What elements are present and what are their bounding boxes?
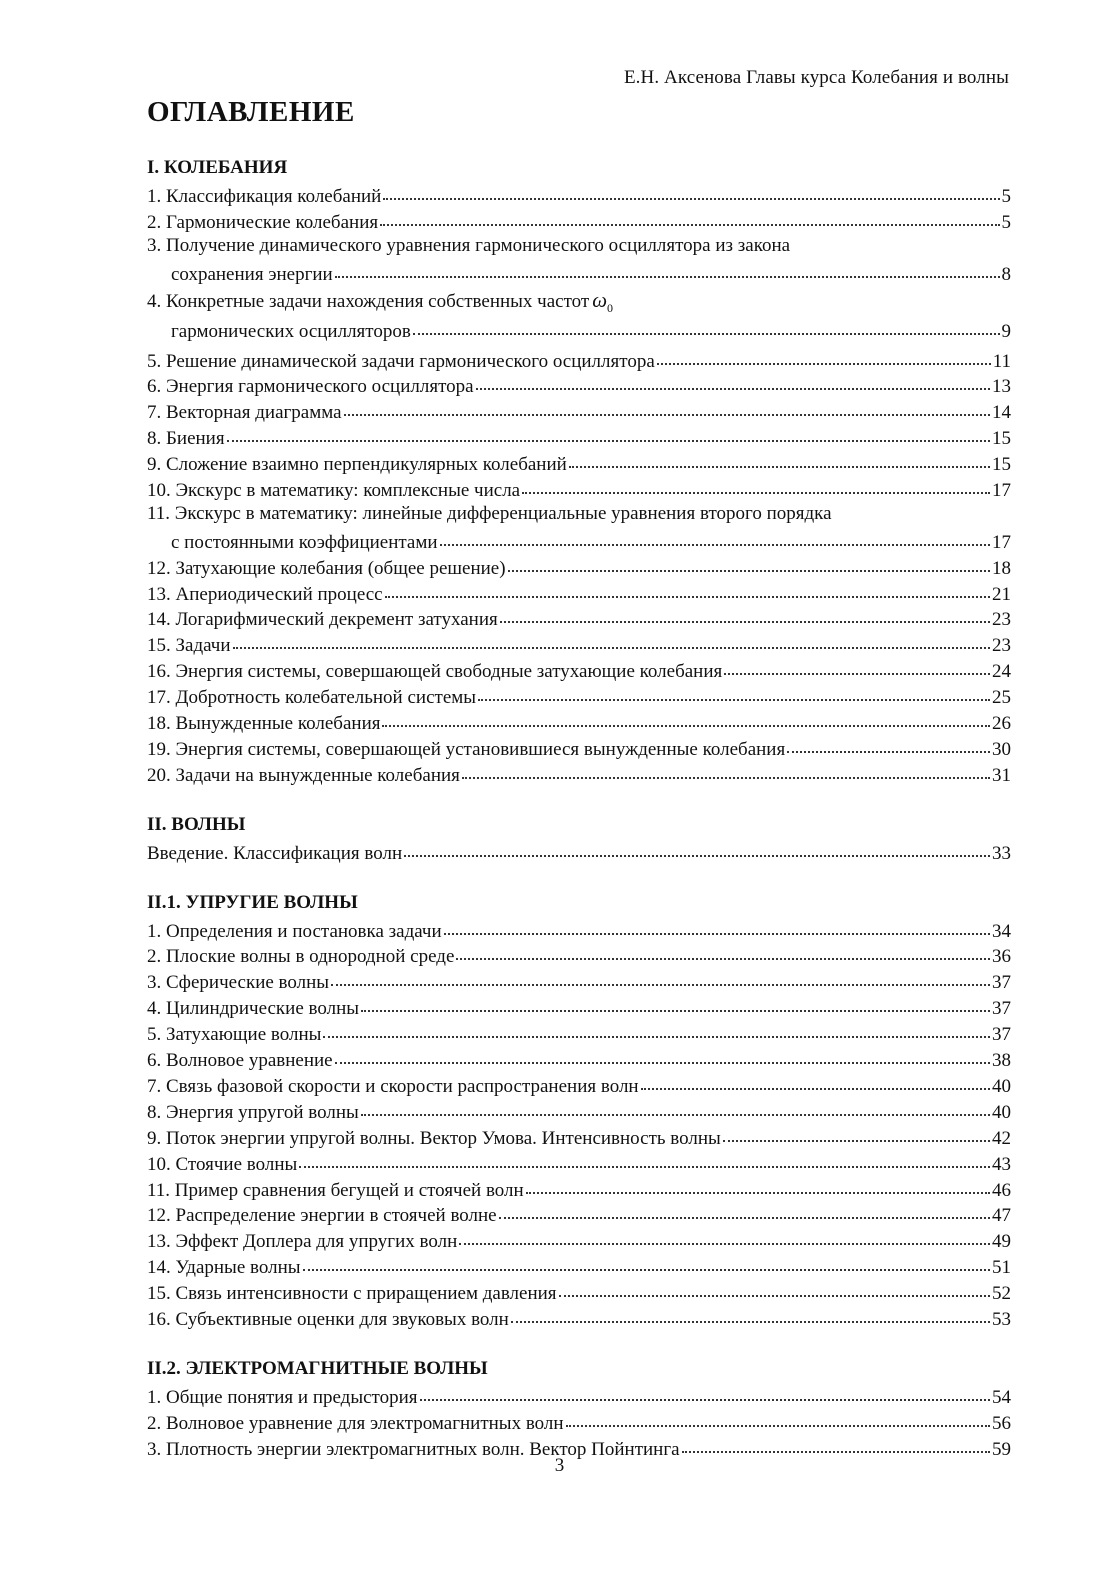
toc-entry-line xyxy=(147,1123,1011,1149)
toc-entry-page: 23 xyxy=(992,609,1011,631)
dot-leader xyxy=(335,1043,990,1064)
toc-entry-page: 21 xyxy=(992,583,1011,605)
dot-leader xyxy=(413,314,1000,335)
section-heading: II. ВОЛНЫ xyxy=(147,813,246,835)
toc-entry[interactable] xyxy=(147,708,1011,734)
toc-entry-page: 31 xyxy=(992,764,1011,786)
toc-entry-line xyxy=(147,1149,1011,1175)
toc-entry[interactable] xyxy=(147,423,1011,449)
toc-entry[interactable] xyxy=(147,734,1011,760)
toc-entry-title: 14. Логарифмический декремент затухания xyxy=(147,609,498,631)
toc-entry-first-line xyxy=(147,501,1011,527)
toc-entry-page: 36 xyxy=(992,946,1011,968)
toc-entry-page: 26 xyxy=(992,713,1011,735)
toc-entry-title: 10. Экскурс в математику: комплексные числа xyxy=(147,480,521,502)
dot-leader xyxy=(724,654,990,675)
dot-leader xyxy=(657,344,991,365)
toc-entry-page: 49 xyxy=(992,1231,1011,1253)
toc-entry-title: 8. Энергия упругой волны xyxy=(147,1101,359,1123)
toc-entry-page: 15 xyxy=(992,428,1011,450)
toc-entry-line xyxy=(147,475,1011,501)
dot-leader xyxy=(344,395,990,416)
toc-entry-line xyxy=(147,527,1011,553)
toc-entry-page: 37 xyxy=(992,972,1011,994)
toc-entry[interactable] xyxy=(147,1045,1011,1071)
toc-section xyxy=(147,1355,1011,1460)
dot-leader xyxy=(526,1173,990,1194)
toc-entry-line xyxy=(147,1226,1011,1252)
toc-entry-line xyxy=(147,1278,1011,1304)
dot-leader xyxy=(478,680,990,701)
dot-leader xyxy=(787,732,990,753)
toc-entry[interactable] xyxy=(147,1226,1011,1252)
toc-entry-line xyxy=(147,656,1011,682)
dot-leader xyxy=(459,1224,990,1245)
toc-entry-line xyxy=(147,1071,1011,1097)
toc-entry-title: 2. Плоские волны в однородной среде xyxy=(147,946,455,968)
toc-entry-page: 24 xyxy=(992,661,1011,683)
toc-entry[interactable] xyxy=(147,1200,1011,1226)
toc-entry-page: 37 xyxy=(992,1024,1011,1046)
toc-entry-line xyxy=(147,916,1011,942)
toc-entry[interactable] xyxy=(147,630,1011,656)
toc-entry[interactable] xyxy=(147,1071,1011,1097)
toc-entry-continuation: с постоянными коэффициентами xyxy=(171,531,438,553)
toc-entry-line xyxy=(147,579,1011,605)
toc-entry-page: 25 xyxy=(992,687,1011,709)
toc-entry-line xyxy=(147,1019,1011,1045)
toc-entry-title: 11. Экскурс в математику: линейные дифференциальные уравнения второго порядка xyxy=(147,502,832,524)
toc-section xyxy=(147,889,1011,1330)
toc-entry-line xyxy=(147,259,1011,285)
dot-leader xyxy=(335,257,1000,278)
toc-entry-line xyxy=(147,1097,1011,1123)
toc-entry-line xyxy=(147,941,1011,967)
toc-entry[interactable] xyxy=(147,760,1011,786)
toc-entry-page: 59 xyxy=(992,1438,1011,1460)
toc-entry-page: 23 xyxy=(992,635,1011,657)
toc-entry-page: 8 xyxy=(1001,263,1011,285)
toc-entry[interactable] xyxy=(147,838,1011,864)
toc-entry-page: 51 xyxy=(992,1257,1011,1279)
toc-entry-line xyxy=(147,1200,1011,1226)
toc-entry-continuation: гармонических осцилляторов xyxy=(171,320,411,342)
toc-entry-line xyxy=(147,1252,1011,1278)
toc-entry[interactable] xyxy=(147,916,1011,942)
toc-entry[interactable] xyxy=(147,993,1011,1019)
dot-leader xyxy=(511,1302,990,1323)
toc-section xyxy=(147,811,1011,864)
toc-entry-page: 34 xyxy=(992,920,1011,942)
toc-entry-page: 13 xyxy=(992,376,1011,398)
toc-entry[interactable] xyxy=(147,346,1011,372)
toc-section xyxy=(147,154,1011,786)
toc-entry-page: 17 xyxy=(992,480,1011,502)
toc-entry-line xyxy=(147,682,1011,708)
toc-entry-page: 5 xyxy=(1001,211,1011,233)
toc-entry-page: 56 xyxy=(992,1412,1011,1434)
dot-leader xyxy=(227,421,990,442)
dot-leader xyxy=(476,369,990,390)
toc-entry-line xyxy=(147,630,1011,656)
toc-entry-title: 6. Волновое уравнение xyxy=(147,1050,333,1072)
dot-leader xyxy=(440,525,990,546)
toc-entry-title: 17. Добротность колебательной системы xyxy=(147,687,477,709)
toc-entry-title: 12. Распределение энергии в стоячей волне xyxy=(147,1205,497,1227)
dot-leader xyxy=(233,628,990,649)
dot-leader xyxy=(462,758,990,779)
toc-entry-title: 5. Затухающие волны xyxy=(147,1024,322,1046)
toc-entry-title: 9. Сложение взаимно перпендикулярных колебаний xyxy=(147,454,567,476)
dot-leader xyxy=(331,965,990,986)
dot-leader xyxy=(569,447,990,468)
toc-entry[interactable] xyxy=(147,553,1011,579)
toc-entry-title: 7. Векторная диаграмма xyxy=(147,402,342,424)
dot-leader xyxy=(682,1432,990,1453)
toc-entry-line xyxy=(147,1408,1011,1434)
dot-leader xyxy=(420,1380,991,1401)
toc-entry-line xyxy=(147,553,1011,579)
toc-entry-line xyxy=(147,708,1011,734)
toc-entry-line xyxy=(147,734,1011,760)
toc-entry-title: 4. Конкретные задачи нахождения собственных частот xyxy=(147,290,590,312)
toc-entry-page: 11 xyxy=(992,350,1011,372)
toc-entry-continuation: сохранения энергии xyxy=(171,263,333,285)
toc-entry-title: 16. Субъективные оценки для звуковых волн xyxy=(147,1308,509,1330)
toc-entry-page: 18 xyxy=(992,557,1011,579)
dot-leader xyxy=(303,1250,990,1271)
toc-entry-line xyxy=(147,604,1011,630)
toc-entry[interactable] xyxy=(147,1252,1011,1278)
toc-entry-title: 3. Сферические волны xyxy=(147,972,330,994)
toc-entry[interactable] xyxy=(147,449,1011,475)
toc-entry[interactable] xyxy=(147,1408,1011,1434)
dot-leader xyxy=(641,1069,990,1090)
toc-entry[interactable] xyxy=(147,233,1011,285)
dot-leader xyxy=(380,205,999,226)
toc-entry-first-line xyxy=(147,285,1011,316)
dot-leader xyxy=(566,1406,990,1427)
dot-leader xyxy=(723,1121,990,1142)
toc-entry-page: 38 xyxy=(992,1050,1011,1072)
toc-entry-line xyxy=(147,1045,1011,1071)
toc-entry-title: 15. Задачи xyxy=(147,635,231,657)
toc-entry-page: 17 xyxy=(992,531,1011,553)
toc-entry-page: 52 xyxy=(992,1283,1011,1305)
toc-entry-title: 1. Классификация колебаний xyxy=(147,186,382,207)
toc-entry-page: 42 xyxy=(992,1127,1011,1149)
toc-entry-title: 10. Стоячие волны xyxy=(147,1153,298,1175)
toc-entry[interactable] xyxy=(147,656,1011,682)
dot-leader xyxy=(323,1017,990,1038)
toc-entry[interactable] xyxy=(147,579,1011,605)
toc-entry-title: 9. Поток энергии упругой волны. Вектор Умова. Интенсивность волны xyxy=(147,1127,721,1149)
toc-entry-page: 47 xyxy=(992,1205,1011,1227)
toc-entry-line xyxy=(147,371,1011,397)
section-heading: II.1. УПРУГИЕ ВОЛНЫ xyxy=(147,891,358,913)
toc-entry[interactable] xyxy=(147,604,1011,630)
dot-leader xyxy=(500,602,990,623)
toc-entry-page: 30 xyxy=(992,738,1011,760)
toc-entry[interactable] xyxy=(147,501,1011,553)
toc-entry-title: 20. Задачи на вынужденные колебания xyxy=(147,764,460,786)
toc-entry-page: 53 xyxy=(992,1308,1011,1330)
toc-entry-title: 8. Биения xyxy=(147,428,225,450)
page-title: ОГЛАВЛЕНИЕ xyxy=(147,96,355,128)
table-of-contents xyxy=(147,154,1011,1460)
omega-glyph: ω xyxy=(592,287,608,312)
toc-entry[interactable] xyxy=(147,371,1011,397)
toc-entry-line xyxy=(147,181,1011,207)
toc-entry[interactable] xyxy=(147,397,1011,423)
toc-entry[interactable] xyxy=(147,967,1011,993)
toc-entry-line xyxy=(147,346,1011,372)
toc-entry-title: 5. Решение динамической задачи гармонического осциллятора xyxy=(147,350,655,372)
toc-entry-page: 40 xyxy=(992,1075,1011,1097)
dot-leader xyxy=(382,706,990,727)
toc-entry[interactable] xyxy=(147,1175,1011,1201)
toc-entry[interactable] xyxy=(147,1097,1011,1123)
dot-leader xyxy=(444,914,990,935)
toc-entry-title: 2. Гармонические колебания xyxy=(147,211,379,233)
toc-entry-title: 7. Связь фазовой скорости и скорости распространения волн xyxy=(147,1075,639,1097)
dot-leader xyxy=(361,1095,990,1116)
toc-entry-page: 9 xyxy=(1001,320,1011,342)
toc-entry-title: 11. Пример сравнения бегущей и стоячей волн xyxy=(147,1179,524,1201)
dot-leader xyxy=(559,1276,990,1297)
dot-leader xyxy=(299,1147,990,1168)
toc-entry-page: 33 xyxy=(992,842,1011,864)
toc-entry-title: 13. Эффект Доплера для упругих волн xyxy=(147,1231,458,1253)
toc-entry-title: 2. Волновое уравнение для электромагнитных волн xyxy=(147,1412,564,1434)
toc-entry[interactable] xyxy=(147,1149,1011,1175)
toc-entry[interactable] xyxy=(147,941,1011,967)
toc-entry-line xyxy=(147,207,1011,233)
omega-symbol xyxy=(592,287,614,315)
toc-entry[interactable] xyxy=(147,1019,1011,1045)
toc-entry-title: 14. Ударные волны xyxy=(147,1257,301,1279)
section-heading: II.2. ЭЛЕКТРОМАГНИТНЫЕ ВОЛНЫ xyxy=(147,1357,488,1379)
page-number: 3 xyxy=(554,1455,565,1476)
toc-entry-line xyxy=(147,967,1011,993)
toc-entry-title: 4. Цилиндрические волны xyxy=(147,998,360,1020)
dot-leader xyxy=(385,577,990,598)
toc-entry-line xyxy=(147,760,1011,786)
toc-entry-title: 3. Плотность энергии электромагнитных волн. Вектор Пойнтинга xyxy=(147,1438,680,1460)
toc-entry-line xyxy=(147,1382,1011,1408)
toc-entry[interactable] xyxy=(147,207,1011,233)
running-head: Е.Н. Аксенова Главы курса Колебания и волны xyxy=(623,67,1009,88)
toc-entry-line xyxy=(147,316,1011,346)
dot-leader xyxy=(456,939,990,960)
toc-entry-title: 15. Связь интенсивности с приращением давления xyxy=(147,1283,557,1305)
toc-entry-title: 12. Затухающие колебания (общее решение) xyxy=(147,557,506,579)
toc-entry-page: 40 xyxy=(992,1101,1011,1123)
dot-leader xyxy=(383,179,999,200)
toc-entry[interactable] xyxy=(147,181,1011,207)
toc-entry-line xyxy=(147,838,1011,864)
dot-leader xyxy=(522,473,990,494)
toc-entry-title: 1. Определения и постановка задачи xyxy=(147,920,442,942)
toc-entry[interactable] xyxy=(147,682,1011,708)
toc-entry-page: 46 xyxy=(992,1179,1011,1201)
toc-entry-first-line xyxy=(147,233,1011,259)
toc-entry-page: 54 xyxy=(992,1386,1011,1408)
toc-entry-line xyxy=(147,449,1011,475)
dot-leader xyxy=(361,991,990,1012)
toc-entry-line xyxy=(147,423,1011,449)
toc-entry-line xyxy=(147,397,1011,423)
toc-entry-line xyxy=(147,1304,1011,1330)
toc-entry-title: 13. Апериодический процесс xyxy=(147,583,383,605)
toc-entry-line xyxy=(147,993,1011,1019)
toc-entry[interactable] xyxy=(147,475,1011,501)
toc-entry-page: 5 xyxy=(1001,186,1011,207)
toc-entry-title: 19. Энергия системы, совершающей установившиеся вынужденные колебания xyxy=(147,738,786,760)
dot-leader xyxy=(508,551,990,572)
toc-entry-page: 14 xyxy=(992,402,1011,424)
toc-entry[interactable] xyxy=(147,1382,1011,1408)
toc-entry-title: 3. Получение динамического уравнения гармонического осциллятора из закона xyxy=(147,234,791,256)
toc-entry-page: 43 xyxy=(992,1153,1011,1175)
toc-entry-title: 16. Энергия системы, совершающей свободные затухающие колебания xyxy=(147,661,723,683)
toc-entry[interactable] xyxy=(147,1278,1011,1304)
toc-entry-page: 15 xyxy=(992,454,1011,476)
toc-entry-title: Введение. Классификация волн xyxy=(147,842,403,864)
dot-leader xyxy=(499,1198,990,1219)
toc-entry[interactable] xyxy=(147,285,1011,346)
toc-entry[interactable] xyxy=(147,1123,1011,1149)
omega-subscript: 0 xyxy=(607,300,614,315)
section-heading: I. КОЛЕБАНИЯ xyxy=(147,157,288,178)
toc-entry-line xyxy=(147,1175,1011,1201)
dot-leader xyxy=(404,836,990,857)
toc-entry-title: 1. Общие понятия и предыстория xyxy=(147,1386,418,1408)
toc-entry-page: 37 xyxy=(992,998,1011,1020)
toc-entry-title: 6. Энергия гармонического осциллятора xyxy=(147,376,474,398)
toc-entry[interactable] xyxy=(147,1304,1011,1330)
toc-entry-title: 18. Вынужденные колебания xyxy=(147,713,381,735)
